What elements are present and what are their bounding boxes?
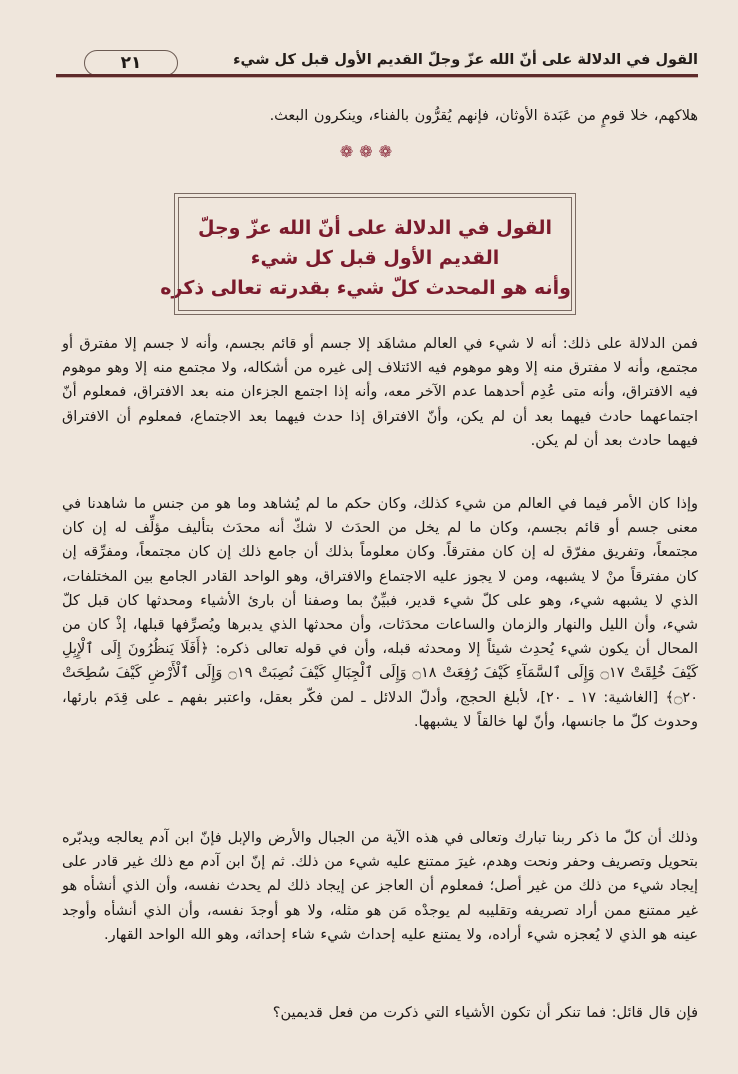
running-header xyxy=(56,50,698,80)
chapter-title-line-2: القديم الأول قبل كل شيء xyxy=(250,247,500,269)
intro-line: هلاكهم، خلا قومٍ من عَبَدة الأوثان، فإنهم يُقرُّون بالفناء، وينكرون البعث. xyxy=(269,108,698,124)
chapter-title-line-1: القول في الدلالة على أنّ الله عزّ وجلّ xyxy=(198,217,552,239)
paragraph: وذلك أن كلّ ما ذكر ربنا تبارك وتعالى في هذه الآية من الجبال والأرض والإبل فإنّ ابن آدم يعالجه ويدبّره بتحويل وتصريف وحفر ونحت وهدم، غيرَ ممتنع عليه شيء من ذلك. ثم إنّ ابن آدم مع ذلك غير قادر على إيجاد شيء من ذلك من غير أصل؛ فمعلوم أن العاجز عن إيجاد ذلك لم يحدث نفسه، وأن الذي أنشأه هو غير ممتنع ممن أراد تصريفه وتقليبه لم يوجدْه مَن هو مثله، ولا هو أوجدَ نفسه، وأن الذي أنشأه وأوجد عينه هو الذي لا يُعجزه شيء أراده، ولا يمتنع عليه إحداث شيء شاء إحداثه، وهو الله الواحد القهار. xyxy=(62,830,698,943)
paragraph-4-block xyxy=(62,1001,698,1025)
paragraph-1-block xyxy=(62,332,698,453)
chapter-heading-box xyxy=(160,197,572,311)
separator-ornament: ❁❁❁ xyxy=(339,142,399,161)
header-rule xyxy=(56,74,698,78)
chapter-title-line-3: وأنه هو المحدث كلّ شيء بقدرته تعالى ذكره xyxy=(160,277,571,299)
intro-block xyxy=(62,104,698,128)
paragraph: فمن الدلالة على ذلك: أنه لا شيء في العالم مشاهَد إلا جسم أو قائم بجسم، وأنه لا جسم إلا مفترق أو مجتمع، وأنه لا مفترق منه إلا وهو موهوم فيه الائتلاف إلى غيره من أشكاله، ولا مجتمع منه إلا وهو موهوم فيه الافتراق، وأنه متى عُدِم أحدهما عدم الآخر معه، وأنه إذا اجتمع الجزءان منه بعد الافتراق، فمعلوم أنّ اجتماعهما حادث فيهما بعد أن لم يكن، وأنّ الافتراق إذا حدث فيهما بعد الاجتماع، فمعلوم أن الافتراق فيهما حادث بعد أن لم يكن. xyxy=(62,336,698,449)
paragraph-3-block xyxy=(62,826,698,947)
paragraph: فإن قال قائل: فما تنكر أن تكون الأشياء التي ذكرت من فعل قديمين؟ xyxy=(272,1005,698,1021)
running-title: القول في الدلالة على أنّ الله عزّ وجلّ القديم الأول قبل كل شيء xyxy=(233,52,698,68)
paragraph-2-block xyxy=(62,492,698,734)
paragraph: وإذا كان الأمر فيما في العالم من شيء كذلك، وكان حكم ما لم يُشاهد وما هو من جنس ما شاهدنا في معنى جسم أو قائم بجسم، وكان ما لم يخل من الحدَث لا شكّ أنه محدَث بتأليف مؤلِّف له إن كان مجتمعاً، وتفريق مفرّق له إن كان مفترقاً. وكان معلوماً بذلك أن جامع ذلك إن كان مجتمعاً، ومفرِّقه إن كان مفترقاً منْ لا يشبهه، ومن لا يجوز عليه الاجتماع والافتراق، وهو الواحد القادر الجامع بين المختلفات، الذي لا يشبهه شيء، وهو على كلّ شيء قدير، فبيِّنٌ بما وصفنا أن بارئ الأشياء ومحدثها كان قبل كلّ شيء، وأن الليل والنهار والزمان والساعات محدَثات، وأن محدثها الذي يدبرها ويُصرِّفها قبلها، إذْ كان من المحال أن يكون شيء يُحدِث شيئاً إلا ومحدثه قبله، وأن في قوله تعالى ذكره: ﴿أَفَلَا يَنظُرُونَ إِلَى ٱلْإِبِلِ كَيْفَ خُلِقَتْ ۝١٧ وَإِلَى ٱلسَّمَآءِ كَيْفَ رُفِعَتْ ۝١٨ وَإِلَى ٱلْجِبَالِ كَيْفَ نُصِبَتْ ۝١٩ وَإِلَى ٱلْأَرْضِ كَيْفَ سُطِحَتْ ۝٢٠﴾ [الغاشية: ١٧ ـ ٢٠]، لأبلغ الحجج، وأدلّ الدلائل ـ لمن فكّر بعقل، واعتبر بفهم ـ على قِدَم بارئها، وحدوث كلّ ما جانسها، وأنّ لها خالقاً لا يشبهها. xyxy=(62,496,699,730)
page-number: ٢١ xyxy=(84,50,178,76)
